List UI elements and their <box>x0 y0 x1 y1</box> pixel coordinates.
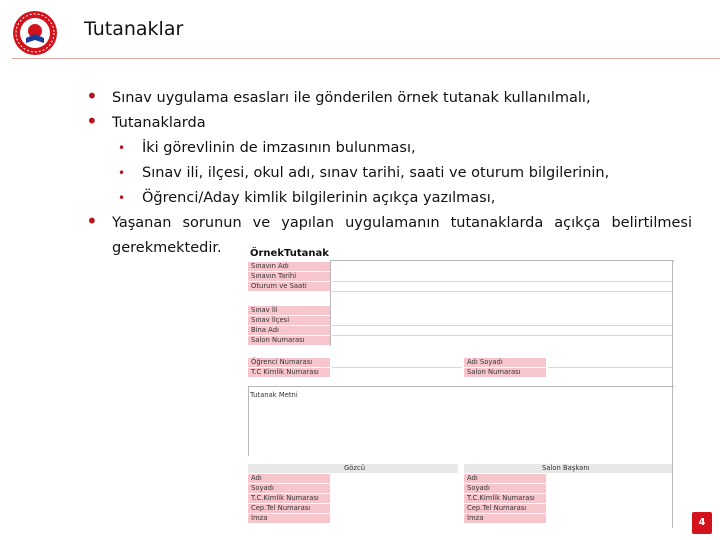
form-field-label: Öğrenci Numarası <box>248 358 330 368</box>
page-title: Tutanaklar <box>84 18 184 40</box>
form-field-label: İmza <box>248 514 330 524</box>
form-field-label: Soyadı <box>464 484 546 494</box>
sub-bullet-item: • Sınav ili, ilçesi, okul adı, sınav tarihi, saati ve oturum bilgilerinin, <box>84 161 692 186</box>
form-field-label: T.C.Kimlik Numarası <box>464 494 546 504</box>
title-divider <box>12 58 720 59</box>
form-field-label: Adı <box>464 474 546 484</box>
form-border <box>248 386 249 456</box>
form-value-cell <box>332 316 672 326</box>
form-field-label: Soyadı <box>248 484 330 494</box>
form-border <box>672 260 673 528</box>
sub-bullet-item: • Öğrenci/Aday kimlik bilgilerinin açıkça yazılması, <box>84 186 692 211</box>
bullet-item: • Yaşanan sorunun ve yapılan uygulamanın tutanaklarda açıkça belirtilmesi gerekmektedir. <box>84 211 692 261</box>
form-section-header: Gözcü <box>248 464 458 473</box>
sub-bullet-item: • İki görevlinin de imzasının bulunması, <box>84 136 692 161</box>
form-value-cell <box>332 272 672 282</box>
form-value-cell <box>332 358 462 368</box>
meb-logo <box>12 10 58 56</box>
bullet-list <box>84 86 692 261</box>
form-field-label: T.C.Kimlik Numarası <box>248 494 330 504</box>
form-field-label: Adı <box>248 474 330 484</box>
form-value-cell <box>332 282 672 292</box>
form-field-label: Oturum ve Saati <box>248 282 330 292</box>
form-value-cell <box>332 326 672 336</box>
form-field-label: Adı Soyadı <box>464 358 546 368</box>
form-field-label: T.C Kimlik Numarası <box>248 368 330 378</box>
form-field-label: Salon Numarası <box>248 336 330 346</box>
form-section-header: Salon Başkanı <box>464 464 672 473</box>
form-field-label: Salon Numarası <box>464 368 546 378</box>
form-field-label: Sınavın Adı <box>248 262 330 272</box>
form-field-label: Sınav İli <box>248 306 330 316</box>
form-title: ÖrnekTutanak <box>250 248 329 259</box>
sample-form-image <box>246 248 674 528</box>
bullet-item: • Tutanaklarda <box>84 111 692 136</box>
form-text-area-label: Tutanak Metni <box>250 391 298 399</box>
form-field-label: Sınav İlçesi <box>248 316 330 326</box>
form-border <box>330 260 331 346</box>
bullet-item: • Sınav uygulama esasları ile gönderilen örnek tutanak kullanılmalı, <box>84 86 692 111</box>
form-field-label: Bina Adı <box>248 326 330 336</box>
page-number-badge: 4 <box>692 512 712 534</box>
form-field-label: Sınavın Tarihi <box>248 272 330 282</box>
form-field-label: Cep.Tel Numarası <box>464 504 546 514</box>
form-border <box>248 386 674 387</box>
form-border <box>330 260 674 261</box>
form-value-cell <box>548 358 672 368</box>
form-field-label: İmza <box>464 514 546 524</box>
form-field-label: Cep.Tel Numarası <box>248 504 330 514</box>
